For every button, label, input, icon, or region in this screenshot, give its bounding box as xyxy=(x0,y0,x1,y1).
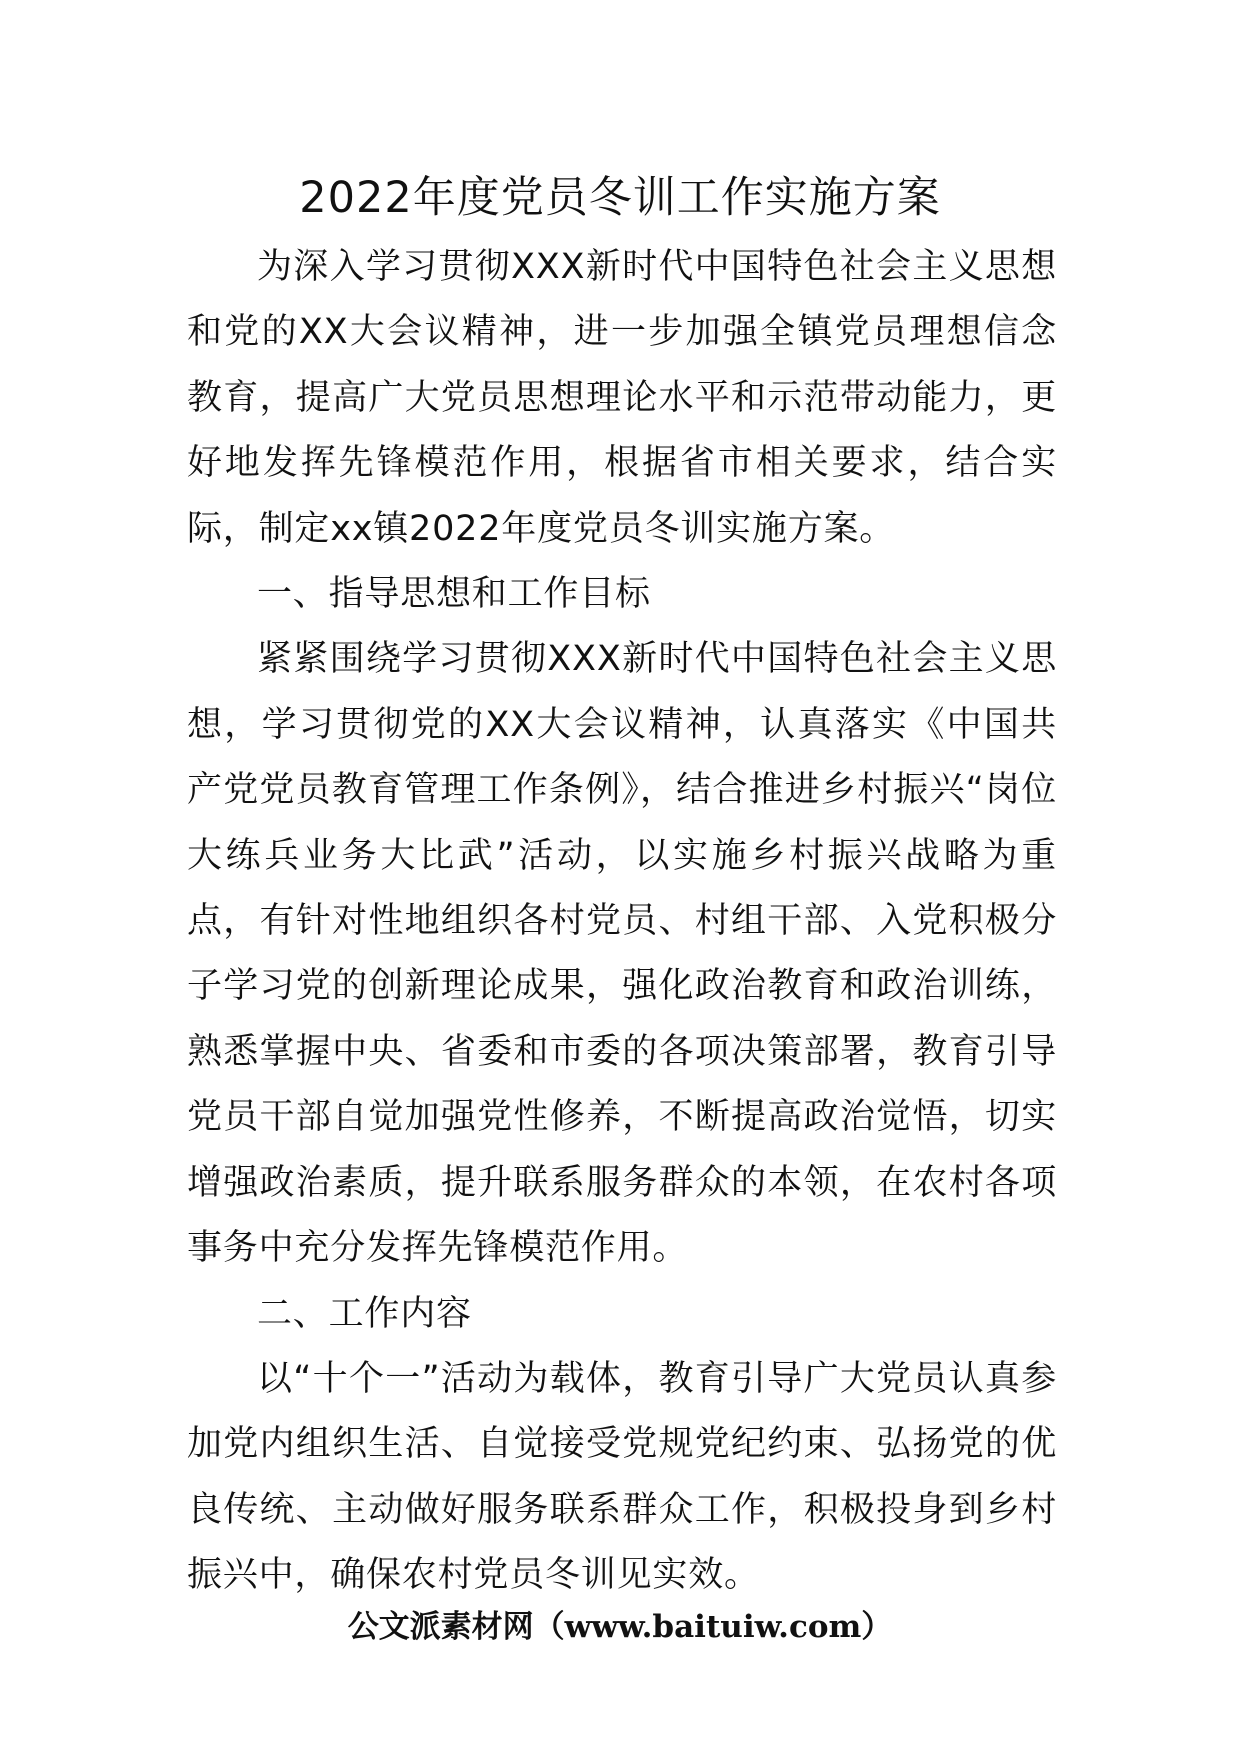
work-content-paragraph: 以“十个一”活动为载体，教育引导广大党员认真参加党内组织生活、自觉接受党规党纪约束、弘扬党的优良传统、主动做好服务联系群众工作，积极投身到乡村振兴中，确保农村党员冬训见实效。 xyxy=(187,1358,1057,1596)
section-heading-work-content: 二、工作内容 xyxy=(257,1293,472,1334)
guiding-ideology-paragraph: 紧紧围绕学习贯彻XXX新时代中国特色社会主义思想，学习贯彻党的XX大会议精神，认真落实《中国共产党党员教育管理工作条例》，结合推进乡村振兴“岗位大练兵业务大比武”活动，以实施乡村振兴战略为重点，有针对性地组织各村党员、村组干部、入党积极分子学习党的创新理论成果，强化政治教育和政治训练，熟悉掌握中央、省委和市委的各项决策部署，教育引导党员干部自觉加强党性修养，不断提高政治觉悟，切实增强政治素质，提升联系服务群众的本领，在农村各项事务中充分发挥先锋模范作用。 xyxy=(187,639,1057,1269)
section-heading-guiding-ideology: 一、指导思想和工作目标 xyxy=(257,574,651,615)
document-body xyxy=(187,235,1057,1609)
intro-paragraph: 为深入学习贯彻XXX新时代中国特色社会主义思想和党的XX大会议精神，进一步加强全镇党员理想信念教育，提高广大党员思想理论水平和示范带动能力，更好地发挥先锋模范作用，根据省市相关要求，结合实际，制定xx镇2022年度党员冬训实施方案。 xyxy=(187,247,1057,549)
footer-watermark: 公文派素材网（www.baituiw.com） xyxy=(347,1609,893,1645)
document-title: 2022年度党员冬训工作实施方案 xyxy=(299,173,941,223)
